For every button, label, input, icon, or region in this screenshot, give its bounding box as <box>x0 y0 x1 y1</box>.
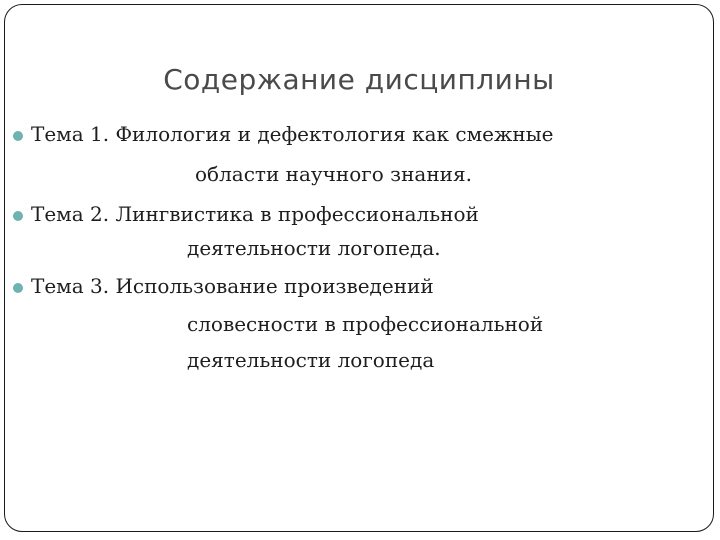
bullet-icon <box>13 211 23 221</box>
bullet-icon <box>13 131 23 141</box>
topic-1-line-2: области научного знания. <box>195 162 472 186</box>
slide-title: Содержание дисциплины <box>163 63 555 96</box>
topic-3-line-2: словесности в профессиональной <box>187 312 544 336</box>
topic-1-line-1: Тема 1. Филология и дефектология как смежные <box>31 122 554 146</box>
bullet-list <box>5 5 713 531</box>
topic-2-line-1: Тема 2. Лингвистика в профессиональной <box>31 202 479 226</box>
topic-2-line-2: деятельности логопеда. <box>187 236 441 260</box>
topic-3-line-3: деятельности логопеда <box>187 348 435 372</box>
topic-3-line-1: Тема 3. Использование произведений <box>31 274 434 298</box>
slide-frame <box>4 4 714 532</box>
bullet-icon <box>13 283 23 293</box>
